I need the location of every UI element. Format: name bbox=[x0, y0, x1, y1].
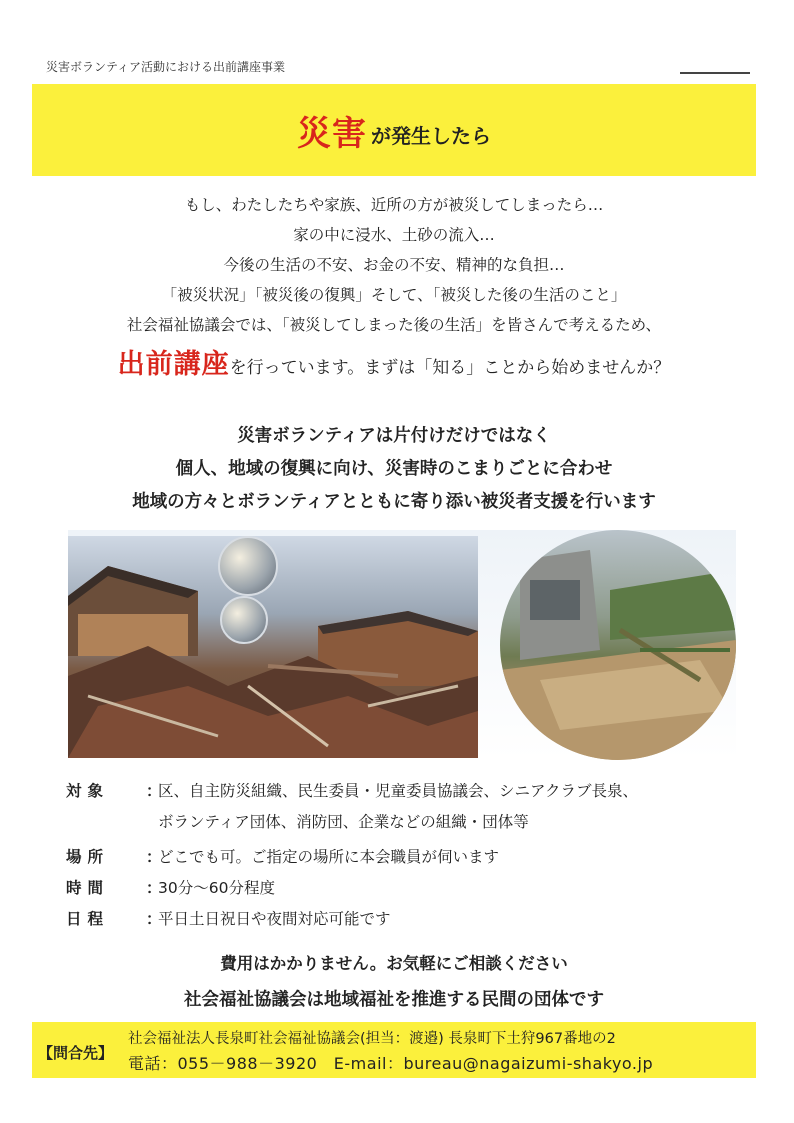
detail-value: 平日土日祝日や夜間対応可能です bbox=[158, 910, 391, 928]
detail-label: 対象 bbox=[66, 782, 110, 800]
lead-section bbox=[32, 420, 756, 519]
detail-value: 30分～60分程度 bbox=[158, 879, 275, 897]
intro-line: 今後の生活の不安、お金の不安、精神的な負担… bbox=[223, 256, 565, 274]
collapsed-houses-photo bbox=[68, 536, 478, 758]
title-sub: が発生したら bbox=[371, 123, 491, 148]
top-caption: 災害ボランティア活動における出前講座事業 bbox=[46, 60, 286, 74]
lead-line: 災害ボランティアは片付けだけではなく bbox=[237, 426, 551, 446]
detail-value bbox=[158, 776, 746, 838]
detail-value: どこでも可。ご指定の場所に本会職員が伺います bbox=[158, 848, 500, 866]
detail-colon: ： bbox=[146, 879, 162, 897]
inset-bubble-photo bbox=[218, 536, 278, 596]
detail-value-line: 区、自主防災組織、民生委員・児童委員協議会、シニアクラブ長泉、 bbox=[158, 782, 639, 800]
lecture-highlight: 出前講座 bbox=[117, 349, 230, 380]
inset-bubble-photo bbox=[220, 596, 268, 644]
details-list bbox=[66, 776, 746, 935]
detail-colon: ： bbox=[146, 782, 162, 800]
detail-target bbox=[66, 776, 746, 838]
detail-value-line: ボランティア団体、消防団、企業などの組織・団体等 bbox=[158, 813, 529, 831]
intro-line: 家の中に浸水、土砂の流入… bbox=[293, 226, 495, 244]
scan-mark bbox=[680, 72, 750, 74]
detail-label: 場所 bbox=[66, 848, 110, 866]
lead-line: 個人、地域の復興に向け、災害時のこまりごとに合わせ bbox=[175, 459, 613, 479]
fee-note: 費用はかかりません。お気軽にご相談ください bbox=[220, 954, 568, 973]
detail-schedule bbox=[66, 904, 746, 935]
detail-time bbox=[66, 873, 746, 904]
flooded-street-illustration bbox=[500, 530, 736, 760]
contact-phone-email: 電話：055－988－3920 E-mail：bureau@nagaizumi-shakyo.jp bbox=[128, 1054, 654, 1073]
contact-label: 【問合先】 bbox=[38, 1044, 114, 1062]
org-note: 社会福祉協議会は地域福祉を推進する民間の団体です bbox=[184, 990, 604, 1010]
lecture-text: を行っています。まずは「知る」ことから始めませんか？ bbox=[229, 358, 671, 378]
detail-label: 時間 bbox=[66, 879, 110, 897]
lecture-line bbox=[32, 342, 756, 381]
title-main: 災害 bbox=[297, 113, 367, 154]
photo-strip bbox=[68, 530, 736, 758]
detail-colon: ： bbox=[146, 848, 162, 866]
flooded-street-photo bbox=[500, 530, 736, 760]
intro-line: 「被災状況」「被災後の復興」そして、「被災した後の生活のこと」 bbox=[161, 286, 627, 304]
intro-line: 社会福祉協議会では、「被災してしまった後の生活」を皆さんで考えるため、 bbox=[126, 316, 662, 334]
intro-line: もし、わたしたちや家族、近所の方が被災してしまったら… bbox=[184, 196, 604, 214]
detail-place bbox=[66, 842, 746, 873]
lead-line: 地域の方々とボランティアとともに寄り添い被災者支援を行います bbox=[132, 492, 656, 512]
contact-organization: 社会福祉法人長泉町社会福祉協議会(担当：渡邉) 長泉町下土狩967番地の2 bbox=[128, 1031, 616, 1047]
detail-colon: ： bbox=[146, 910, 162, 928]
detail-label: 日程 bbox=[66, 910, 110, 928]
title-band bbox=[32, 84, 756, 176]
intro-section bbox=[32, 190, 756, 381]
contact-band bbox=[32, 1022, 756, 1078]
